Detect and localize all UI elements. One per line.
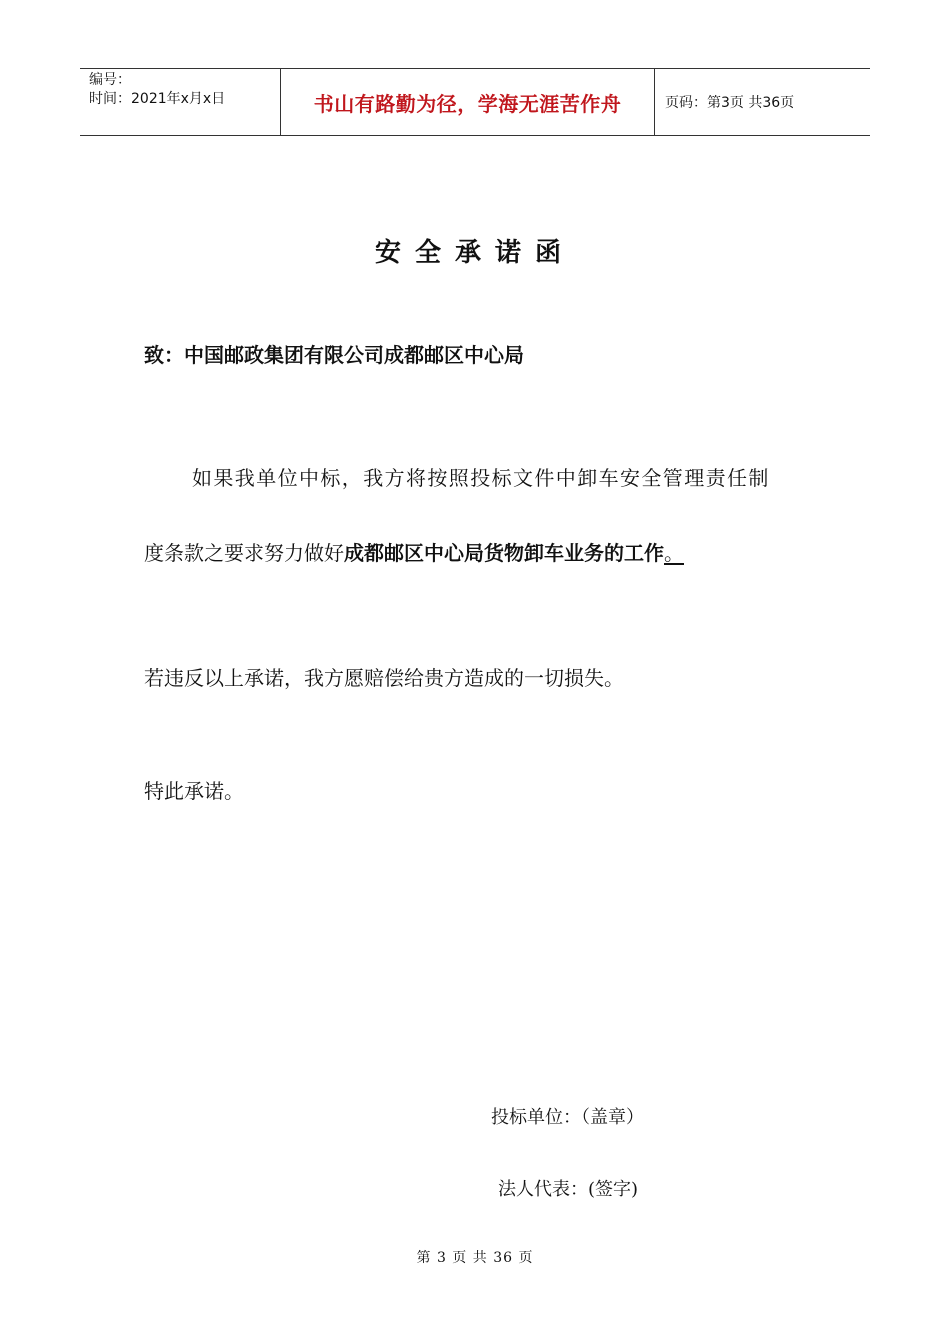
- header-meta-cell: [80, 69, 281, 135]
- paragraph-1-normal-text: 度条款之要求努力做好: [144, 541, 344, 565]
- paragraph-1-bold-text: 成都邮区中心局货物卸车业务的工作: [344, 541, 664, 565]
- header-page-cell: [655, 69, 870, 135]
- signature-unit-line: 投标单位：（盖章）: [491, 1107, 644, 1128]
- header-page-info: 页码：第3页 共36页: [665, 95, 795, 111]
- header-motto-cell: [281, 69, 655, 135]
- document-title: 安全承诺函: [374, 238, 575, 268]
- paragraph-2: 若违反以上承诺，我方愿赔偿给贵方造成的一切损失。: [144, 666, 624, 690]
- paragraph-1-line-2: [144, 537, 684, 566]
- signature-representative-line: 法人代表：(签字): [498, 1179, 639, 1200]
- paragraph-1-line-1: 如果我单位中标，我方将按照投标文件中卸车安全管理责任制: [192, 466, 770, 490]
- paragraph-3: 特此承诺。: [144, 779, 244, 803]
- paragraph-1-underlined-tail: 。: [664, 541, 684, 565]
- document-date-label: 时间：2021年x月x日: [89, 91, 226, 107]
- footer-page-number: 第 3 页 共 36 页: [416, 1250, 534, 1266]
- header-table: [80, 68, 870, 136]
- header-motto: 书山有路勤为径，学海无涯苦作舟: [313, 91, 622, 116]
- document-addressee: 致：中国邮政集团有限公司成都邮区中心局: [144, 343, 524, 367]
- document-number-label: 编号：: [89, 72, 131, 88]
